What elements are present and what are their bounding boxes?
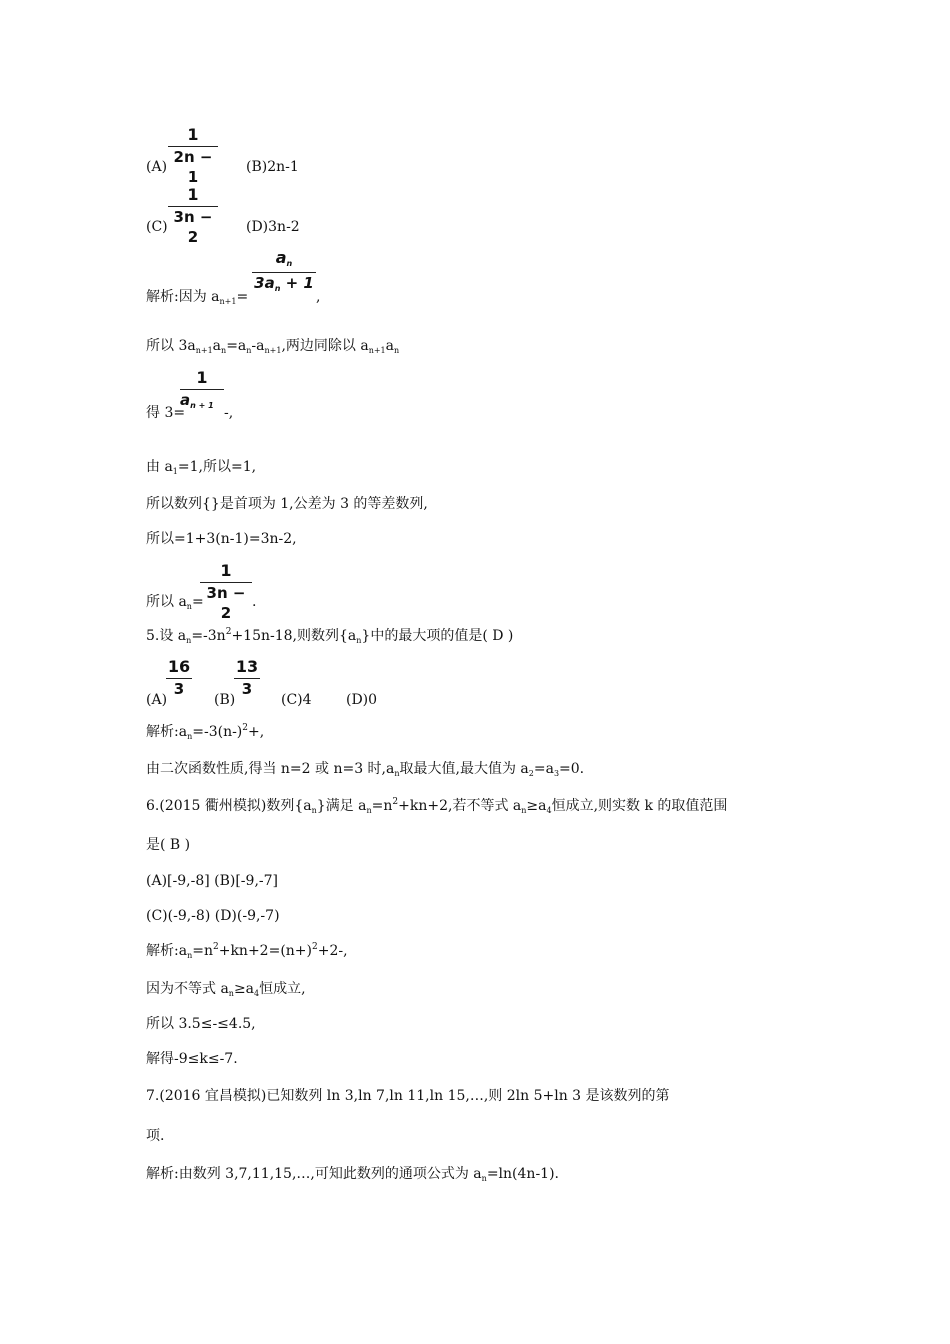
q7-stem-line-2: 项.	[146, 1128, 165, 1144]
q4-solution-line-2: 所以 $3a_{n+1}a_n=a_n-a_{n+1}$,两边同除以 $a_{n+1}a_n$	[146, 338, 400, 355]
q5-option-d: (D)0	[346, 692, 378, 708]
q7-solution: 解析:由数列 3,7,11,15,…,可知此数列的通项公式为 $a_n=\ln(4n-1)$.	[146, 1166, 559, 1183]
q4-solution-fraction-7: 1 3n − 2	[200, 560, 252, 623]
q4-solution-fraction-1: an $3a_n + 1$	[252, 247, 316, 296]
q4-option-d: (D)3n-2	[246, 219, 300, 235]
q5-option-b-fraction: 13 3	[235, 657, 259, 698]
q5-stem: 5.设 $a_n=-3n^2+15n-18$,则数列$\{a_n\}$中的最大项的值是( D )	[146, 627, 514, 645]
q6-options-row-2: (C)(-9,-8) (D)(-9,-7)	[146, 908, 280, 924]
q6-solution-line-1: 解析$:a_n=n^2+kn+2=(n+)^2+2-$,	[146, 942, 348, 960]
q6-solution-line-4: 解得-9≤k≤-7.	[146, 1051, 238, 1067]
q4-solution-line-7: 所以 $a_n=$	[146, 594, 204, 611]
q5-option-a: (A)	[146, 692, 168, 708]
q5-solution-line-2: 由二次函数性质,得当 n=2 或 n=3 时$,a_n$取最大值,最大值为 $a_2=a_3=0$.	[146, 761, 585, 778]
q7-stem: 7.(2016 宜昌模拟)已知数列 ln 3,ln 7,ln 11,ln 15,…,则 2ln 5+ln 3 是该数列的第	[146, 1088, 670, 1104]
q4-option-a: (A)	[146, 159, 168, 175]
q4-solution-fraction-3: 1 $a_{n + 1}$	[180, 367, 224, 413]
q4-solution-line-1: 解析:因为 $a_{n+1}=$	[146, 289, 249, 306]
q5-option-a-fraction: 16 3	[167, 657, 191, 698]
q6-stem-line-2: 是( B )	[146, 837, 191, 853]
q6-stem: 6.(2015 衢州模拟)数列$\{a_n\}$满足 $a_n=n^2+kn+2$,若不等式 $a_n\ge a_4$恒成立,则实数 k 的取值范围	[146, 797, 728, 815]
q5-solution-line-1: 解析$:a_n=-3(n-)^2+$,	[146, 723, 265, 741]
q4-solution-line-5: 所以数列{}是首项为 1,公差为 3 的等差数列,	[146, 496, 428, 512]
q4-solution-line-4: 由 $a_1=1$,所以=1,	[146, 459, 257, 476]
q4-solution-tail-3: -,	[224, 405, 234, 421]
q4-solution-line-6: 所以=1+3(n-1)=3n-2,	[146, 531, 297, 547]
q5-option-c: (C)4	[281, 692, 312, 708]
q6-solution-line-3: 所以 3.5≤-≤4.5,	[146, 1016, 256, 1032]
q4-solution-line-3: 得 3=	[146, 405, 186, 421]
q4-option-c-fraction: 1 3n − 2	[168, 184, 218, 247]
q6-options-row-1: (A)[-9,-8] (B)[-9,-7]	[146, 873, 278, 889]
q4-option-a-fraction: 1 2n − 1	[168, 124, 218, 187]
q4-solution-comma: ,	[316, 289, 321, 305]
q4-solution-period: .	[252, 594, 257, 610]
q6-solution-line-2: 因为不等式 $a_n\ge a_4$恒成立,	[146, 981, 306, 998]
q4-option-c: (C)	[146, 219, 168, 235]
q4-option-b: (B)2n-1	[246, 159, 299, 175]
q5-option-b: (B)	[214, 692, 236, 708]
